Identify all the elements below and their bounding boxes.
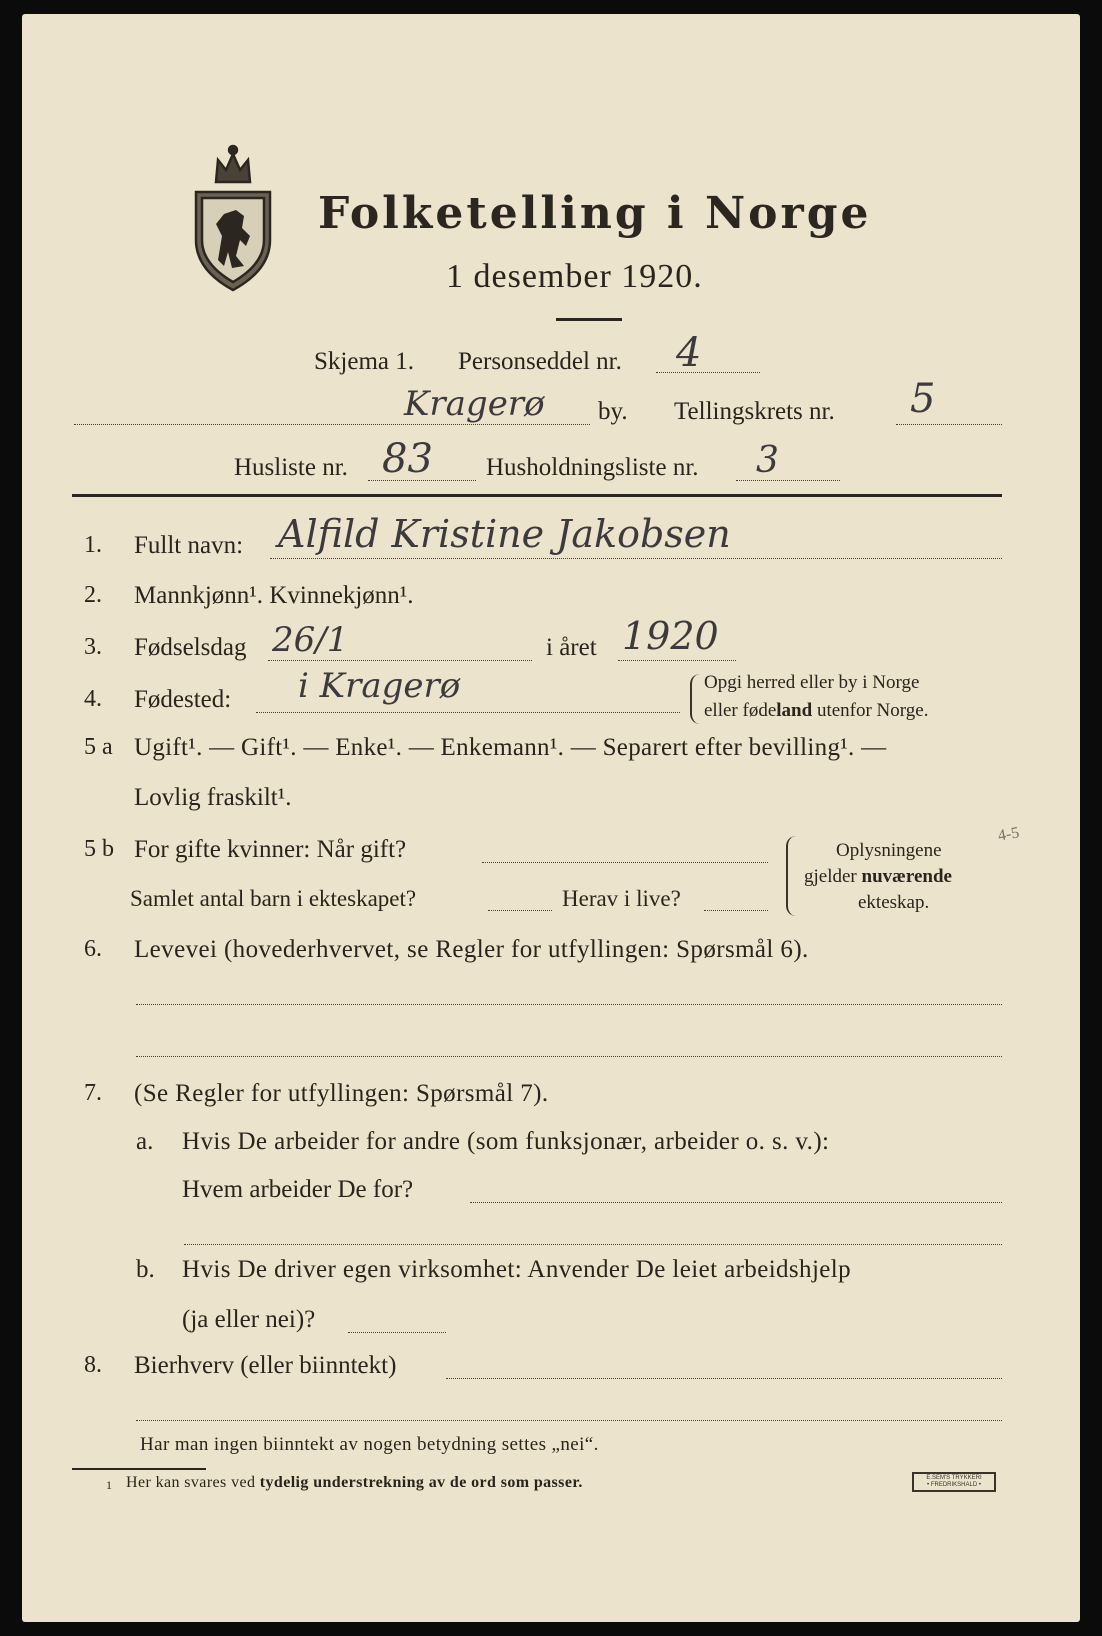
q5b-line2-b: Herav i live? (562, 886, 681, 911)
q5b-note-line2: gjelder nuværende (804, 866, 952, 887)
form-date: 1 desember 1920. (446, 258, 703, 295)
husliste-value: 83 (382, 436, 433, 482)
q7a-line1: Hvis De arbeider for andre (som funksjonær, arbeider o. s. v.): (182, 1128, 830, 1155)
q4-note-line1: Opgi herred eller by i Norge (704, 672, 920, 693)
q7-number: 7. (84, 1080, 102, 1106)
side-income-field-2[interactable] (136, 1420, 1002, 1421)
q7a-letter: a. (136, 1128, 154, 1155)
q8-number: 8. (84, 1352, 102, 1378)
q4-label: Fødested: (134, 686, 232, 713)
full-name-field[interactable] (270, 558, 1002, 559)
q7-label: (Se Regler for utfyllingen: Spørsmål 7). (134, 1080, 549, 1107)
q7a-line2: Hvem arbeider De for? (182, 1176, 414, 1203)
footnote-text: Her kan svares ved tydelig understrekning av de ord som passer. (126, 1474, 583, 1491)
by-field[interactable] (74, 424, 590, 425)
q4-brace (690, 674, 700, 724)
husholdning-value: 3 (756, 440, 779, 481)
q5a-line2: Lovlig fraskilt¹. (134, 784, 292, 811)
q3-label: Fødselsdag (134, 634, 247, 661)
q8-note: Har man ingen biinntekt av nogen betydning settes „nei“. (140, 1434, 599, 1455)
tellingskrets-field[interactable] (896, 424, 1002, 425)
footnote-mark: 1 (106, 1478, 112, 1492)
q3-year-label: i året (546, 634, 597, 661)
q5b-line1: For gifte kvinner: Når gift? (134, 836, 407, 863)
q5b-note-line3: ekteskap. (858, 892, 930, 913)
q4-number: 4. (84, 686, 102, 712)
coat-of-arms-icon (188, 140, 278, 292)
census-form (22, 14, 1080, 1622)
employer-field-1[interactable] (470, 1202, 1002, 1203)
q4-note-line2: eller fødeland utenfor Norge. (704, 700, 929, 721)
q1-number: 1. (84, 532, 102, 558)
occupation-field-2[interactable] (136, 1056, 1002, 1057)
stamp-line2: • FREDRIKSHALD • (927, 1482, 981, 1488)
q6-label: Levevei (hovederhvervet, se Regler for utfyllingen: Spørsmål 6). (134, 936, 809, 963)
hired-help-field[interactable] (348, 1332, 446, 1333)
q2-label: Mannkjønn¹. Kvinnekjønn¹. (134, 582, 414, 609)
q7b-line2: (ja eller nei)? (182, 1306, 316, 1333)
personseddel-value: 4 (676, 330, 702, 376)
q3-number: 3. (84, 634, 102, 660)
q5a-number: 5 a (84, 734, 113, 760)
q5b-line2: Samlet antal barn i ekteskapet? (130, 886, 417, 911)
q5b-note-line1: Oplysningene (836, 840, 942, 861)
children-alive-field[interactable] (704, 910, 768, 911)
birth-year-value: 1920 (622, 614, 719, 658)
birthday-value: 26/1 (272, 620, 349, 660)
footnote-rule (72, 1468, 206, 1470)
q5b-number: 5 b (84, 836, 114, 862)
tellingskrets-label: Tellingskrets nr. (674, 398, 835, 425)
stamp-line1: E.SEM'S TRYKKERI (926, 1475, 982, 1481)
birthplace-value: i Kragerø (298, 666, 461, 706)
husholdning-field[interactable] (736, 480, 840, 481)
side-income-field-1[interactable] (446, 1378, 1002, 1379)
birthplace-field[interactable] (256, 712, 680, 713)
full-name-value: Alfild Kristine Jakobsen (278, 512, 731, 556)
q7b-letter: b. (136, 1256, 155, 1283)
q5b-brace (786, 836, 796, 916)
q2-number: 2. (84, 582, 102, 608)
by-label: by. (598, 398, 628, 425)
q1-label: Fullt navn: (134, 532, 244, 559)
q5a-line1: Ugift¹. — Gift¹. — Enke¹. — Enkemann¹. — Separert efter bevilling¹. — (134, 734, 887, 761)
q8-label: Bierhverv (eller biinntekt) (134, 1352, 397, 1379)
children-total-field[interactable] (488, 910, 552, 911)
q7b-line1: Hvis De driver egen virksomhet: Anvender De leiet arbeidshjelp (182, 1256, 852, 1283)
personseddel-label: Personseddel nr. (458, 348, 622, 375)
margin-mark: 4-5 (996, 824, 1021, 845)
title-divider (556, 318, 622, 321)
q6-number: 6. (84, 936, 102, 962)
by-value: Kragerø (404, 384, 545, 424)
form-title: Folketelling i Norge (318, 188, 872, 239)
married-date-field[interactable] (482, 862, 768, 863)
occupation-field-1[interactable] (136, 1004, 1002, 1005)
printer-stamp (912, 1472, 996, 1492)
skjema-label: Skjema 1. (314, 348, 414, 375)
personseddel-field[interactable] (656, 372, 760, 373)
tellingskrets-value: 5 (910, 376, 936, 422)
husholdning-label: Husholdningsliste nr. (486, 454, 699, 481)
birthday-field[interactable] (268, 660, 532, 661)
employer-field-2[interactable] (184, 1244, 1002, 1245)
birth-year-field[interactable] (618, 660, 736, 661)
husliste-label: Husliste nr. (234, 454, 348, 481)
header-rule (72, 494, 1002, 497)
